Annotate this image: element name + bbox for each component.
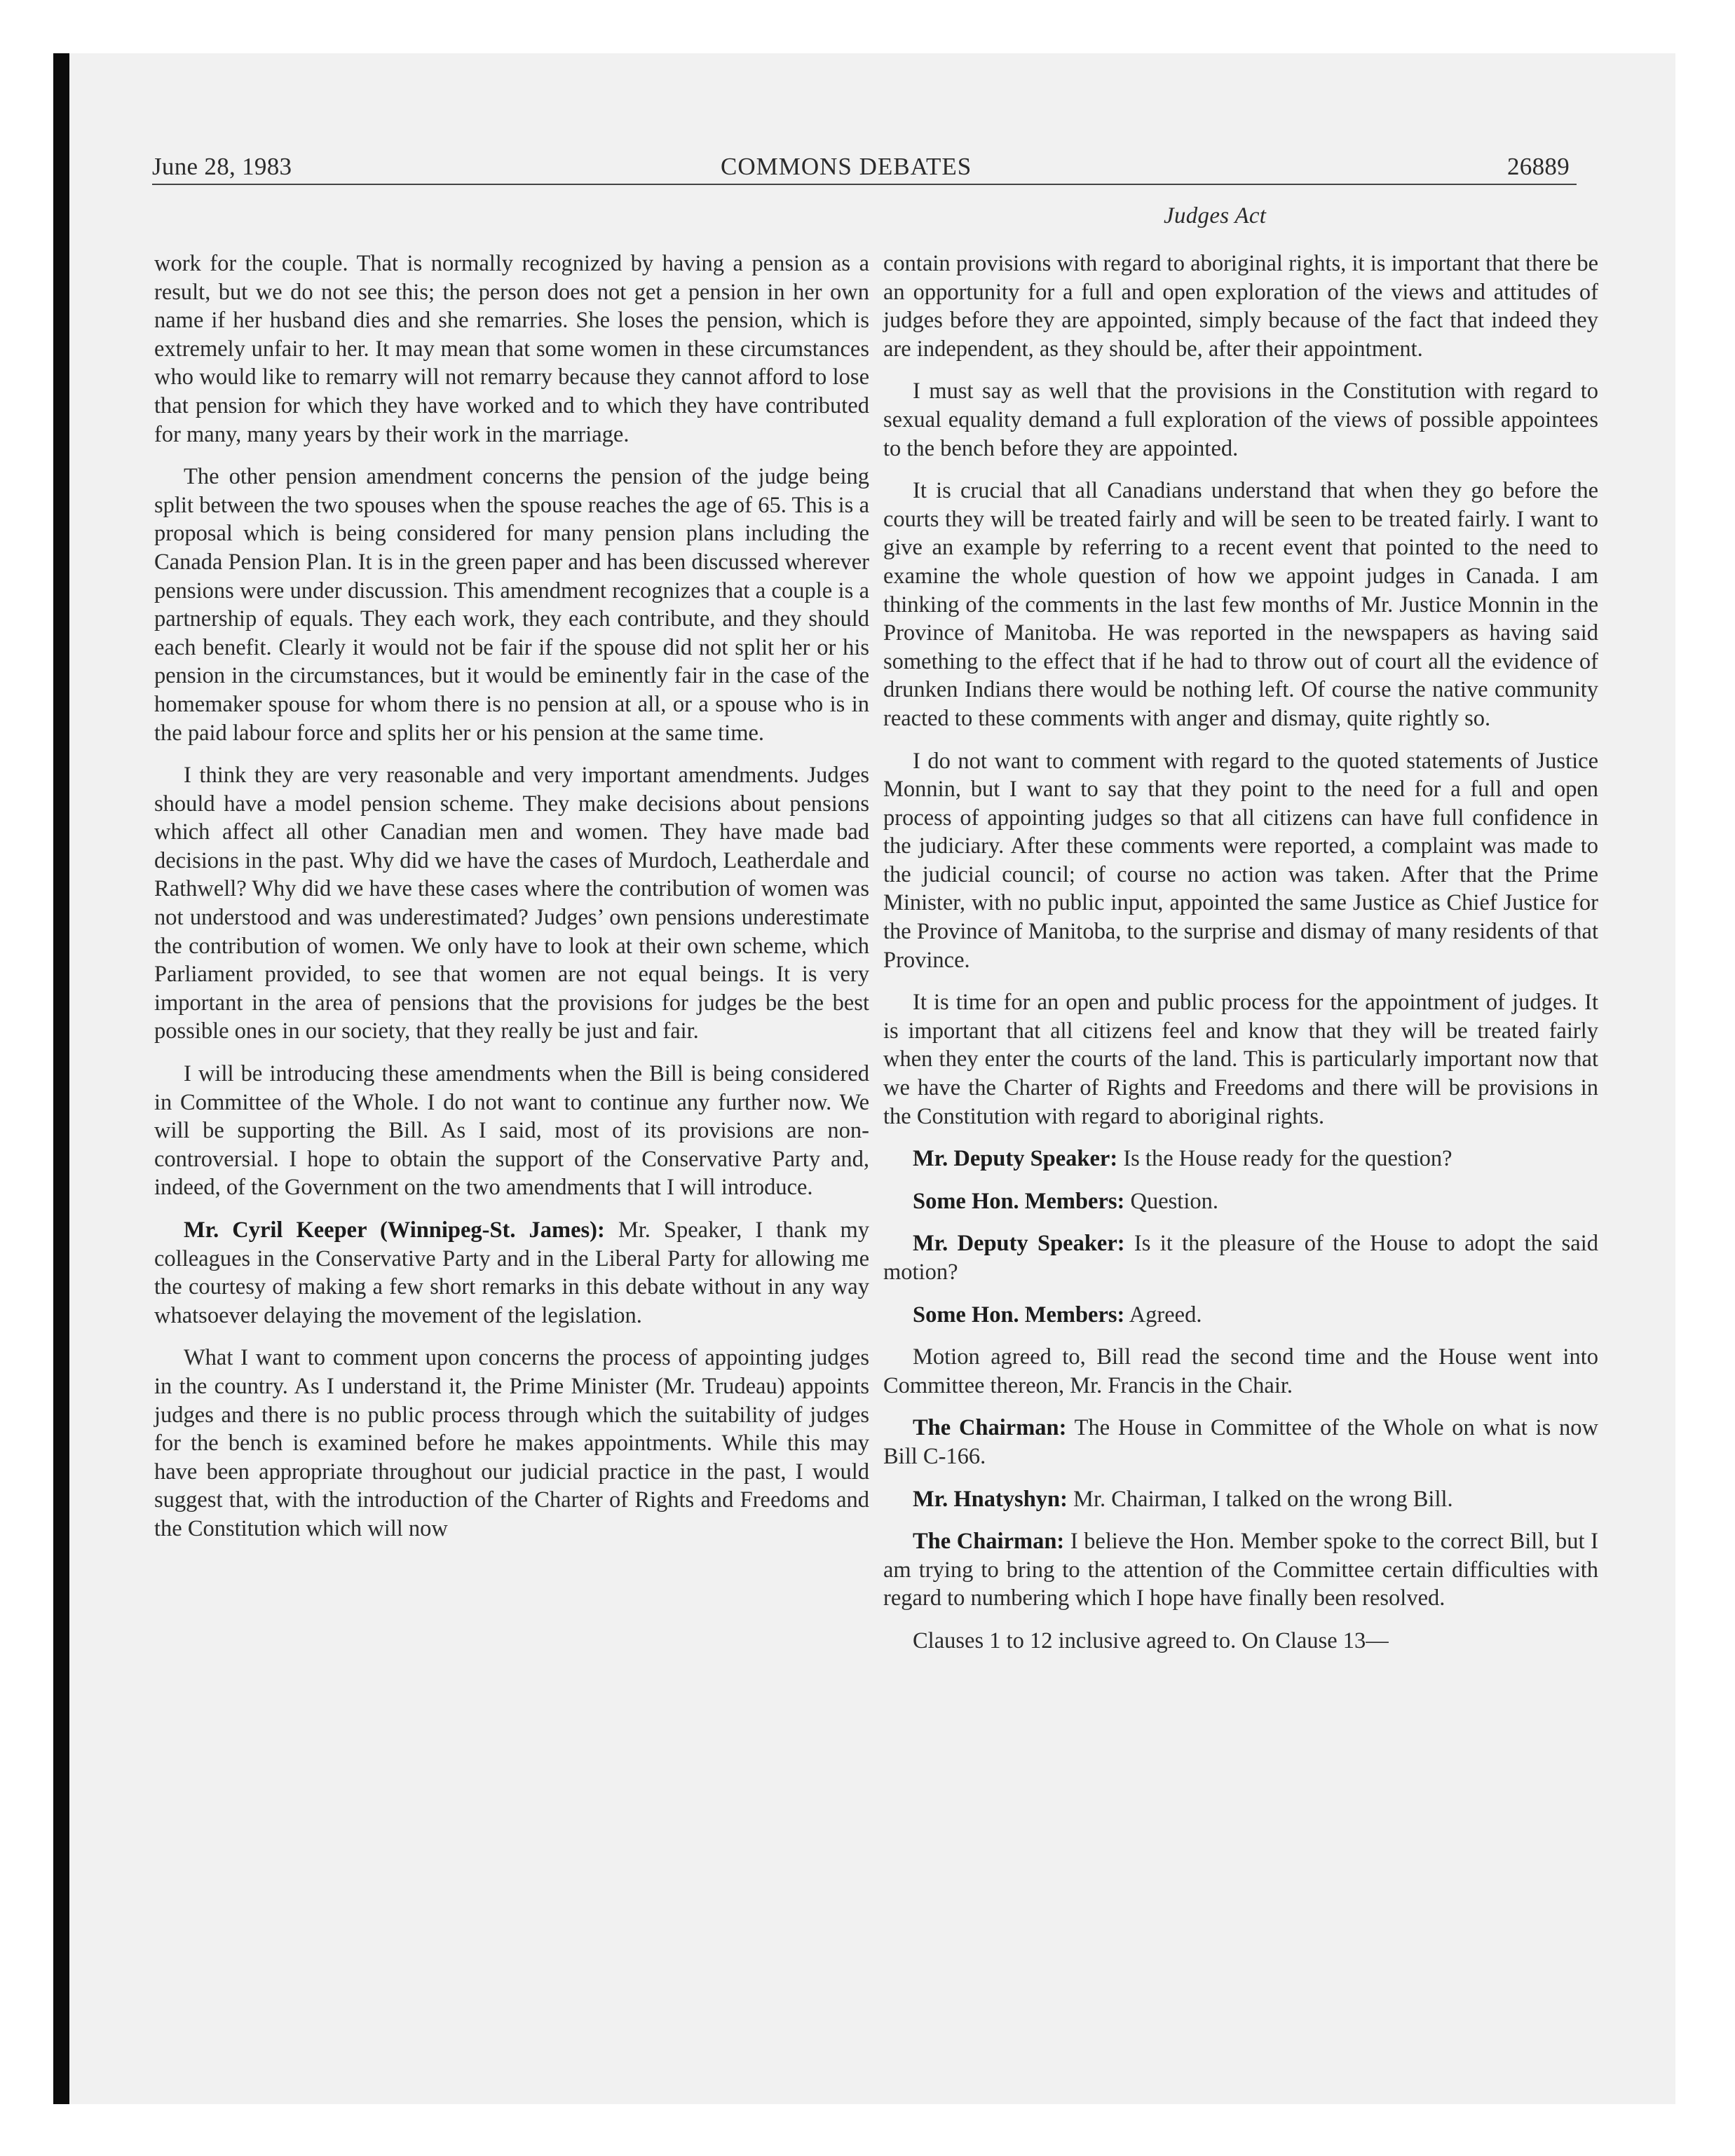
paragraph xyxy=(883,1229,1598,1286)
paragraph: It is crucial that all Canadians understand that when they go before the courts they will be treated fairly and will be seen to be treated fairly. I want to give an example by referring to a recent event that pointed to the need to examine the whole question of how we appoint judges in Canada. I am thinking of the comments in the last few months of Mr. Justice Monnin in the Province of Manitoba. He was reported in the newspapers as having said something to the effect that if he had to throw out of court all the evidence of drunken Indians there would be nothing left. Of course the native community reacted to these comments with anger and dismay, quite rightly so. xyxy=(883,478,1598,731)
speaker-name: The Chairman: xyxy=(913,1415,1067,1441)
header-page-number: 26889 xyxy=(1507,153,1570,180)
paragraph xyxy=(883,1301,1598,1330)
speech-text: Question. xyxy=(1124,1188,1218,1214)
paragraph: contain provisions with regard to aboriginal rights, it is important that there be an opportunity for a full and open exploration of the views and attitudes of judges before they are appointed, simply because of the fact that indeed they are independent, as they should be, after their appointment. xyxy=(883,251,1598,362)
speaker-name: Mr. Hnatyshyn: xyxy=(913,1486,1068,1512)
paragraph: It is time for an open and public process for the appointment of judges. It is important that all citizens feel and know that they will be treated fairly when they enter the courts of the land. This is particularly important now that we have the Charter of Rights and Freedoms and there will be provisions in the Constitution with regard to aboriginal rights. xyxy=(883,990,1598,1129)
paragraph: work for the couple. That is normally recognized by having a pension as a result, but we do not see this; the person does not get a pension in her own name if her husband dies and she remarries. She loses the pension, which is extremely unfair to her. It may mean that some women in these circumstances who would like to remarry will not remarry because they cannot afford to lose that pension for which they have worked and to which they have contributed for many, many years by their work in the marriage. xyxy=(154,251,869,447)
speaker-name: The Chairman: xyxy=(913,1529,1065,1555)
paragraph: What I want to comment upon concerns the process of appointing judges in the country. As I understand it, the Prime Minister (Mr. Trudeau) appoints judges and there is no public process through which the suitability of judges for the bench is examined before he makes appointments. While this may have been appropriate throughout our judicial practice in the past, I would suggest that, with the introduction of the Charter of Rights and Freedoms and the Constitution which will now xyxy=(154,1345,869,1541)
paragraph xyxy=(154,1216,869,1330)
speaker-name: Some Hon. Members: xyxy=(913,1302,1125,1328)
speaker-name: Mr. Deputy Speaker: xyxy=(913,1231,1125,1257)
right-column xyxy=(883,250,1598,1670)
paragraph: I must say as well that the provisions in the Constitution with regard to sexual equality demand a full exploration of the views of possible appointees to the bench before they are appointed. xyxy=(883,378,1598,461)
header-date: June 28, 1983 xyxy=(152,153,292,180)
paragraph: I do not want to comment with regard to the quoted statements of Justice Monnin, but I want to say that they point to the need for a full and open process of appointing judges so that all citizens can have full confidence in the judiciary. After these comments were reported, a complaint was made to the judicial council; of course no action was taken. After that the Prime Minister, with no public input, appointed the same Justice as Chief Justice for the Province of Manitoba, to the surprise and dismay of many residents of that Province. xyxy=(883,748,1598,973)
speech-text: Is it the pleasure of the House to adopt the said motion? xyxy=(883,1231,1598,1285)
running-head: Judges Act xyxy=(1164,203,1267,228)
header-publication: COMMONS DEBATES xyxy=(721,153,972,180)
speaker-name: Mr. Cyril Keeper (Winnipeg-St. James): xyxy=(184,1217,605,1243)
paragraph: I think they are very reasonable and very important amendments. Judges should have a model pension scheme. They make decisions about pensions which affect all other Canadian men and women. They have made bad decisions in the past. Why did we have the cases of Murdoch, Leatherdale and Rathwell? Why did we have these cases where the contribution of women was not understood and was underestimated? Judges’ own pensions underestimate the contribution of women. We only have to look at their own scheme, which Parliament provided, to see that women are not equal beings. It is very important in the area of pensions that the provisions for judges be the best possible ones in our society, that they really be just and fair. xyxy=(154,763,869,1044)
speech-text: Agreed. xyxy=(1124,1302,1202,1328)
speech-text: I believe the Hon. Member spoke to the correct Bill, but I am trying to bring to the attention of the Committee certain difficulties with regard to numbering which I hope have finally been resolved. xyxy=(883,1529,1598,1611)
paragraph xyxy=(883,1187,1598,1216)
paragraph: Motion agreed to, Bill read the second time and the House went into Committee thereon, Mr. Francis in the Chair. xyxy=(883,1344,1598,1398)
speech-text: Mr. Chairman, I talked on the wrong Bill. xyxy=(1067,1486,1453,1512)
paragraph: I will be introducing these amendments when the Bill is being considered in Committee of the Whole. I do not want to continue any further now. We will be supporting the Bill. As I said, most of its provisions are non-controversial. I hope to obtain the support of the Conservative Party and, indeed, of the Government on the two amendments that I will introduce. xyxy=(154,1061,869,1201)
paragraph xyxy=(883,1414,1598,1471)
paragraph xyxy=(883,1145,1598,1173)
paragraph xyxy=(883,1527,1598,1613)
speaker-name: Some Hon. Members: xyxy=(913,1188,1125,1214)
speaker-name: Mr. Deputy Speaker: xyxy=(913,1146,1118,1172)
scan-edge-shadow xyxy=(53,53,69,2104)
paragraph: Clauses 1 to 12 inclusive agreed to. On Clause 13— xyxy=(913,1628,1389,1653)
speech-text: Mr. Speaker, I thank my colleagues in the Conservative Party and in the Liberal Party for allowing me the courtesy of making a few short remarks in this debate without in any way whatsoever delaying the movement of the legislation. xyxy=(154,1217,869,1328)
left-column xyxy=(154,250,869,1557)
header-rule xyxy=(152,184,1577,185)
paragraph xyxy=(883,1485,1598,1514)
paragraph: The other pension amendment concerns the pension of the judge being split between the two spouses when the spouse reaches the age of 65. This is a proposal which is being considered for many pension plans including the Canada Pension Plan. It is in the green paper and has been discussed wherever pensions were under discussion. This amendment recognizes that a couple is a partnership of equals. They each work, they each contribute, and they should each benefit. Clearly it would not be fair if the spouse did not split her or his pension in the circumstances, but it would be eminently fair in the case of the homemaker spouse for whom there is no pension at all, or a spouse who is in the paid labour force and splits her or his pension at the same time. xyxy=(154,464,869,746)
speech-text: Is the House ready for the question? xyxy=(1117,1146,1452,1172)
speech-text: The House in Committee of the Whole on what is now Bill C-166. xyxy=(883,1415,1598,1469)
